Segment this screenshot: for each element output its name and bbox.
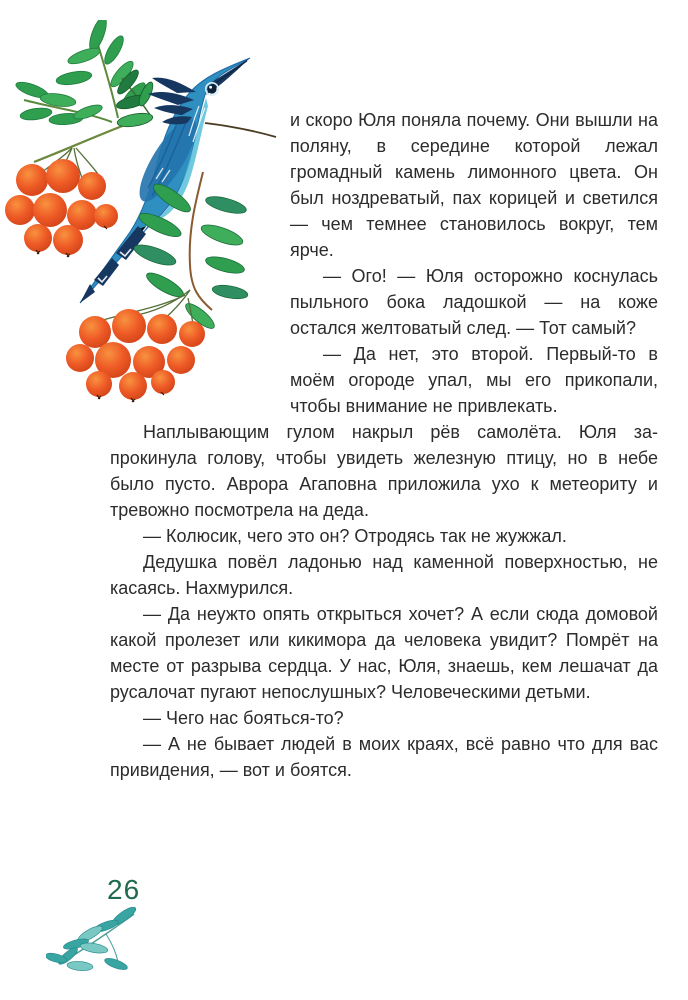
paragraph: Наплывающим гулом накрыл рёв самолёта. Юля запрокинула голову, чтобы увидеть железную птицу, но в небе было пусто. Аврора Агаповна приложила ухо к метеориту и тревожно посмотрела на деда. xyxy=(110,422,658,520)
paragraph: — Да нет, это второй. Первый-то в моём огороде упал, мы его прикопали, чтобы внимание не привлекать. xyxy=(290,344,658,416)
berry-cluster-upper xyxy=(5,159,118,257)
page-number: 26 xyxy=(107,874,141,905)
paragraph: и скоро Юля поняла почему. Они вышли на поляну, в середине которой лежал громадный камень лимонного цвета. Он был ноздреватый, пах корицей и светился — чем темнее становилось вокруг, тем ярче. xyxy=(290,110,658,260)
paragraph: — Да неужто опять открыться хочет? А если сюда домовой какой пролезет или кикимора да человека увидит? Помрёт на месте от разрыва сердца. У нас, Юля, знаешь, кем лешачат да русалочат пугают непослушных? Человеческими детьми. xyxy=(110,604,658,702)
leaf-frond-left xyxy=(14,79,112,126)
paragraph: — Колюсик, чего это он? Отродясь так не жужжал. xyxy=(143,526,567,546)
paragraph: — Ого! — Юля осторожно коснулась пыльного бока ладошкой — на коже остался желтоватый след. — Тот самый? xyxy=(290,266,658,338)
paragraph: — Чего нас бояться-то? xyxy=(143,708,344,728)
paragraph: Дедушка повёл ладонью над каменной поверхностью, не касаясь. Нахмурился. xyxy=(110,552,658,598)
leaf-sprig-decoration xyxy=(46,900,141,978)
story-text xyxy=(110,107,658,783)
illustration-spacer xyxy=(110,107,290,419)
paragraph: — А не бывает людей в моих краях, всё равно что для вас привидения, — вот и боятся. xyxy=(110,734,658,780)
